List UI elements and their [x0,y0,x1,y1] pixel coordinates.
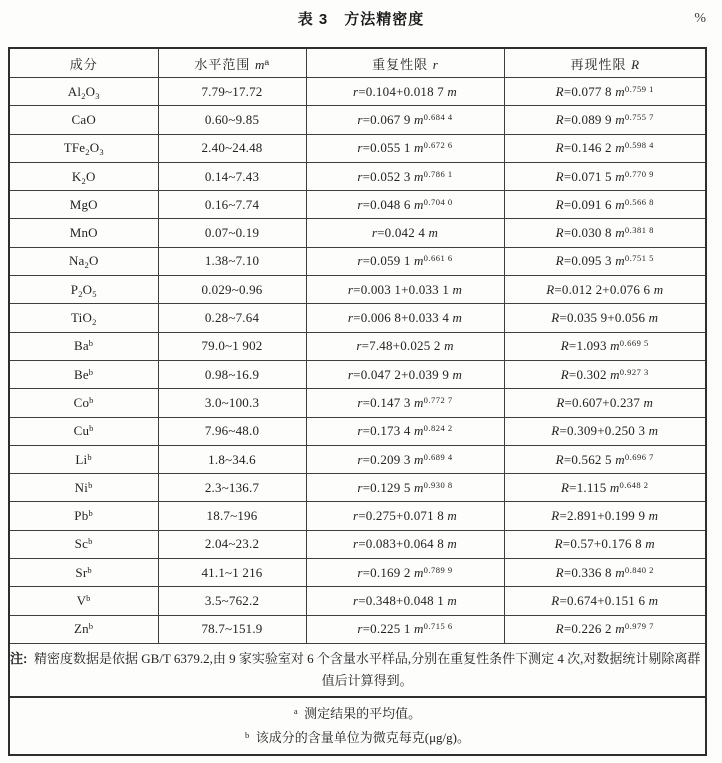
footnote-b-marker: b [245,729,250,740]
repeatability-cell: r=7.48+0.025 2 m [306,332,504,360]
component-cell: MnO [9,219,158,247]
table-row [9,474,706,502]
component-cell: CaO [9,106,158,134]
reproducibility-cell: R=0.674+0.151 6 m [504,587,706,615]
component-cell: $P_2O_5$ [9,276,158,304]
reproducibility-cell: R=0.562 5 $m^{0.696 7}$ [504,445,706,473]
reproducibility-cell: R=0.302 $m^{0.927 3}$ [504,360,706,388]
note-cell [9,643,706,697]
table-row [9,559,706,587]
table-row [9,587,706,615]
component-cell: Sc$^b$ [9,530,158,558]
table-row [9,304,706,332]
reproducibility-cell: R=0.091 6 $m^{0.566 8}$ [504,191,706,219]
table-row [9,530,706,558]
component-cell: Zn$^b$ [9,615,158,643]
unit-label: % [694,11,706,26]
col-header-repeatability: 重复性限 r [306,48,504,78]
range-cell: 3.0~100.3 [158,389,306,417]
note [10,648,705,692]
reproducibility-cell: R=0.226 2 $m^{0.979 7}$ [504,615,706,643]
component-cell: $TFe_2O_3$ [9,134,158,162]
footnote-b [10,726,705,750]
table-row [9,134,706,162]
reproducibility-cell: R=2.891+0.199 9 m [504,502,706,530]
table-row [9,247,706,275]
range-cell: 18.7~196 [158,502,306,530]
component-cell: TiO$_2$ [9,304,158,332]
range-cell: 0.28~7.64 [158,304,306,332]
repeatability-cell: r=0.348+0.048 1 m [306,587,504,615]
component-cell: MgO [9,191,158,219]
component-cell: $Na_2O$ [9,247,158,275]
component-cell: Cu$^b$ [9,417,158,445]
header-row [9,48,706,78]
range-cell: 1.38~7.10 [158,247,306,275]
table-row [9,106,706,134]
repeatability-cell: r=0.129 5 $m^{0.930 8}$ [306,474,504,502]
footnote-a-marker: a [293,705,299,716]
table-row [9,615,706,643]
footnote-row [9,697,706,755]
reproducibility-cell: R=1.115 $m^{0.648 2}$ [504,474,706,502]
table-row [9,445,706,473]
range-cell: 7.79~17.72 [158,78,306,106]
reproducibility-cell: R=0.146 2 $m^{0.598 4}$ [504,134,706,162]
range-cell: 0.14~7.43 [158,162,306,190]
range-cell: 2.40~24.48 [158,134,306,162]
col-header-range: 水平范围 $m^a$ [158,48,306,78]
range-cell: 0.07~0.19 [158,219,306,247]
component-cell: Ba$^b$ [9,332,158,360]
footnote-a [10,702,705,726]
col-header-component: 成分 [9,48,158,78]
table-body [9,78,706,644]
note-row [9,643,706,697]
range-cell: 3.5~762.2 [158,587,306,615]
col-header-reproducibility: 再现性限 R [504,48,706,78]
table-row [9,417,706,445]
range-cell: 0.98~16.9 [158,360,306,388]
repeatability-cell: r=0.048 6 $m^{0.704 0}$ [306,191,504,219]
component-cell: $Al_2O_3$ [9,78,158,106]
repeatability-cell: r=0.059 1 $m^{0.661 6}$ [306,247,504,275]
table-row [9,389,706,417]
repeatability-cell: r=0.209 3 $m^{0.689 4}$ [306,445,504,473]
repeatability-cell: r=0.067 9 $m^{0.684 4}$ [306,106,504,134]
reproducibility-cell: R=0.57+0.176 8 m [504,530,706,558]
range-cell: 2.3~136.7 [158,474,306,502]
range-cell: 78.7~151.9 [158,615,306,643]
repeatability-cell: r=0.083+0.064 8 m [306,530,504,558]
footnote-cell [9,697,706,755]
table-notes [9,643,706,755]
repeatability-cell: r=0.003 1+0.033 1 m [306,276,504,304]
table-row [9,502,706,530]
range-cell: 2.04~23.2 [158,530,306,558]
precision-table [8,47,707,756]
repeatability-cell: r=0.173 4 $m^{0.824 2}$ [306,417,504,445]
component-cell: Li$^b$ [9,445,158,473]
range-cell: 79.0~1 902 [158,332,306,360]
footnote-b-text: 该成分的含量单位为微克每克(μg/g)。 [255,729,470,745]
footnote-a-text: 测定结果的平均值。 [304,705,422,721]
reproducibility-cell: R=0.030 8 $m^{0.381 8}$ [504,219,706,247]
component-cell: Sr$^b$ [9,559,158,587]
component-cell: Co$^b$ [9,389,158,417]
range-cell: 1.8~34.6 [158,445,306,473]
repeatability-cell: r=0.052 3 $m^{0.786 1}$ [306,162,504,190]
reproducibility-cell: R=1.093 $m^{0.669 5}$ [504,332,706,360]
range-cell: 41.1~1 216 [158,559,306,587]
reproducibility-cell: R=0.309+0.250 3 m [504,417,706,445]
table-row [9,162,706,190]
reproducibility-cell: R=0.607+0.237 m [504,389,706,417]
repeatability-cell: r=0.147 3 $m^{0.772 7}$ [306,389,504,417]
title-bar [0,8,722,29]
range-cell: 7.96~48.0 [158,417,306,445]
reproducibility-cell: R=0.012 2+0.076 6 m [504,276,706,304]
range-cell: 0.60~9.85 [158,106,306,134]
reproducibility-cell: R=0.035 9+0.056 m [504,304,706,332]
table-row [9,332,706,360]
component-cell: Pb$^b$ [9,502,158,530]
table-header [9,48,706,78]
repeatability-cell: r=0.169 2 $m^{0.789 9}$ [306,559,504,587]
repeatability-cell: r=0.006 8+0.033 4 m [306,304,504,332]
note-text: 精密度数据是依据 GB/T 6379.2,由 9 家实验室对 6 个含量水平样品,分别在重复性条件下测定 4 次,对数据统计剔除离群值后计算得到。 [33,650,701,688]
table-row [9,276,706,304]
table-title: 表 3 方法精密度 [297,11,425,28]
component-cell: Ni$^b$ [9,474,158,502]
table-row [9,360,706,388]
range-cell: 0.029~0.96 [158,276,306,304]
component-cell: Be$^b$ [9,360,158,388]
range-cell: 0.16~7.74 [158,191,306,219]
reproducibility-cell: R=0.071 5 $m^{0.770 9}$ [504,162,706,190]
reproducibility-cell: R=0.336 8 $m^{0.840 2}$ [504,559,706,587]
note-label: 注: [10,650,28,666]
reproducibility-cell: R=0.077 8 $m^{0.759 1}$ [504,78,706,106]
repeatability-cell: r=0.047 2+0.039 9 m [306,360,504,388]
reproducibility-cell: R=0.089 9 $m^{0.755 7}$ [504,106,706,134]
table-row [9,191,706,219]
repeatability-cell: r=0.042 4 m [306,219,504,247]
repeatability-cell: r=0.055 1 $m^{0.672 6}$ [306,134,504,162]
repeatability-cell: r=0.275+0.071 8 m [306,502,504,530]
table-row [9,219,706,247]
component-cell: $V^b$ [9,587,158,615]
table-row [9,78,706,106]
reproducibility-cell: R=0.095 3 $m^{0.751 5}$ [504,247,706,275]
repeatability-cell: r=0.104+0.018 7 m [306,78,504,106]
repeatability-cell: r=0.225 1 $m^{0.715 6}$ [306,615,504,643]
component-cell: $K_2O$ [9,162,158,190]
